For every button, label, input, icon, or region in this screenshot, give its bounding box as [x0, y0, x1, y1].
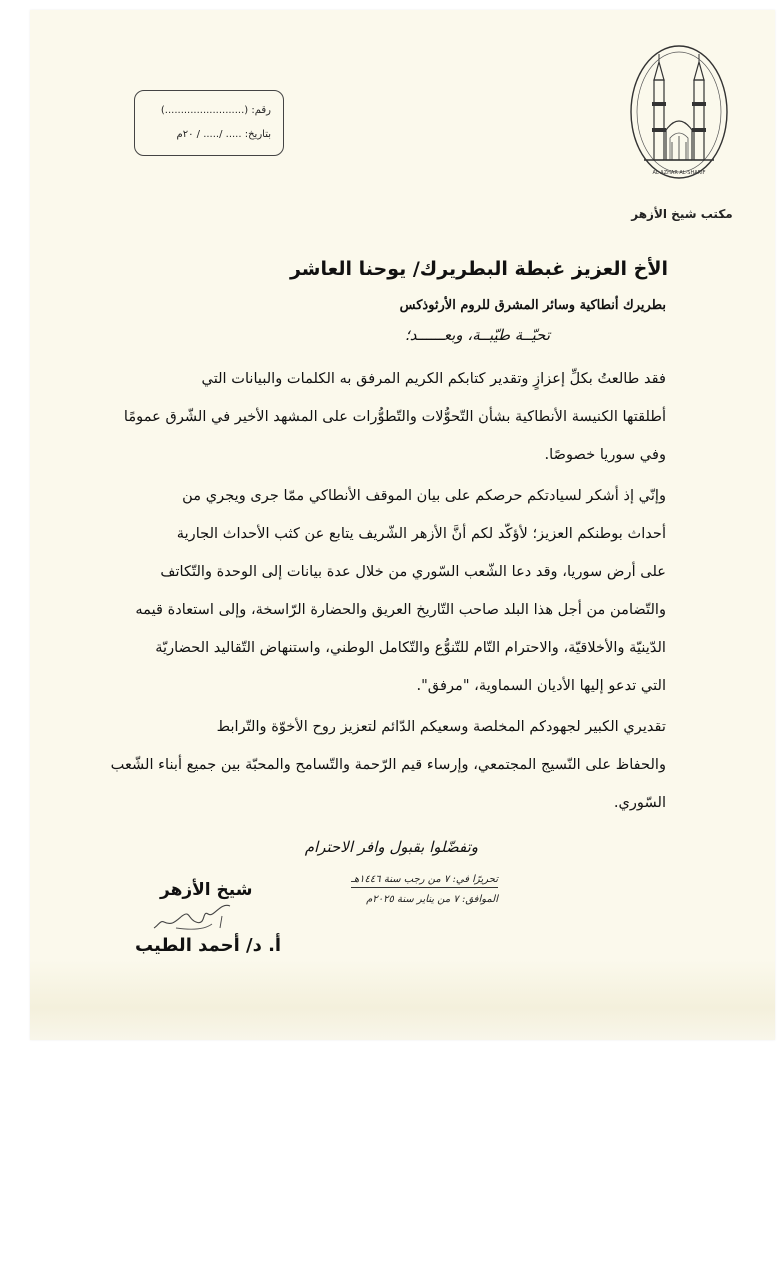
- body-line: تقديري الكبير لجهودكم المخلصة وسعيكم الدّائم لتعزيز روح الأخوّة والتّرابط: [216, 718, 666, 735]
- body-line: وإنّي إذ أشكر لسيادتكم حرصكم على بيان الموقف الأنطاكي ممّا جرى ويجري من: [182, 487, 666, 504]
- body-line: فقد طالعتُ بكلِّ إعزازٍ وتقدير كتابكم الكريم المرفق به الكلمات والبيانات التي: [201, 370, 666, 387]
- reference-number: رقم: (.........................): [160, 105, 271, 116]
- recipient-name: الأخ العزيز غبطة البطريرك/ يوحنا العاشر: [289, 258, 668, 280]
- signatory-name: أ. د/ أحمد الطيب: [135, 935, 282, 956]
- body-line: السّوري.: [613, 794, 666, 811]
- body-line: أحداث بوطنكم العزيز؛ لأؤكّد لكم أنَّ الأزهر الشّريف يتابع عن كثب الأحداث الجارية: [176, 525, 666, 542]
- recipient-title: بطريرك أنطاكية وسائر المشرق للروم الأرثوذكس: [399, 298, 666, 313]
- handwritten-signature: [150, 900, 236, 934]
- body-line: والحفاظ على النّسيج المجتمعي، وإرساء قيم الرّحمة والتّسامح والمحبّة بين جميع أبناء الشّعب: [110, 756, 666, 773]
- body-line: أطلقتها الكنيسة الأنطاكية بشأن التّحوُّلات والتّطوُّرات على المشهد الأخير في الشّرق عمومًا: [123, 408, 666, 425]
- body-line: التي تدعو إليها الأديان السماوية، "مرفق".: [416, 677, 666, 694]
- body-line: والتّضامن من أجل هذا البلد صاحب التّاريخ العريق والحضارة الرّاسخة، وإلى استعادة قيمه: [135, 601, 666, 618]
- office-label: مكتب شيخ الأزهر: [631, 207, 733, 221]
- sheet-bottom-shade: [30, 960, 775, 1040]
- body-line: على أرض سوريا، وقد دعا الشّعب السّوري من خلال عدة بيانات إلى الوحدة والتّكاتف: [160, 563, 666, 580]
- greeting: تحيّــة طيّبــة، وبعــــــد؛: [404, 326, 550, 344]
- al-azhar-emblem-icon: [626, 42, 732, 188]
- gregorian-date: الموافق: ٧ من يناير سنة ٢٠٢٥م: [366, 894, 498, 905]
- reference-box: [134, 90, 284, 156]
- signatory-title: شيخ الأزهر: [160, 880, 253, 900]
- body-line: وفي سوريا خصوصًا.: [544, 446, 666, 463]
- emblem-caption: AL-AZHAR AL-SHARIF: [652, 170, 706, 176]
- reference-date: بتاريخ: ..... /..... / ٢٠م: [176, 129, 271, 140]
- hijri-date: تحريرًا في: ٧ من رجب سنة ١٤٤٦هـ: [351, 874, 498, 888]
- closing-line: وتفضّلوا بقبول وافر الاحترام: [304, 838, 478, 856]
- body-line: الدّينيّة والأخلاقيّة، والاحترام التّام للتّنوُّع والتّكامل الوطني، واستنهاض التّقاليد الحضاريّة: [155, 639, 666, 656]
